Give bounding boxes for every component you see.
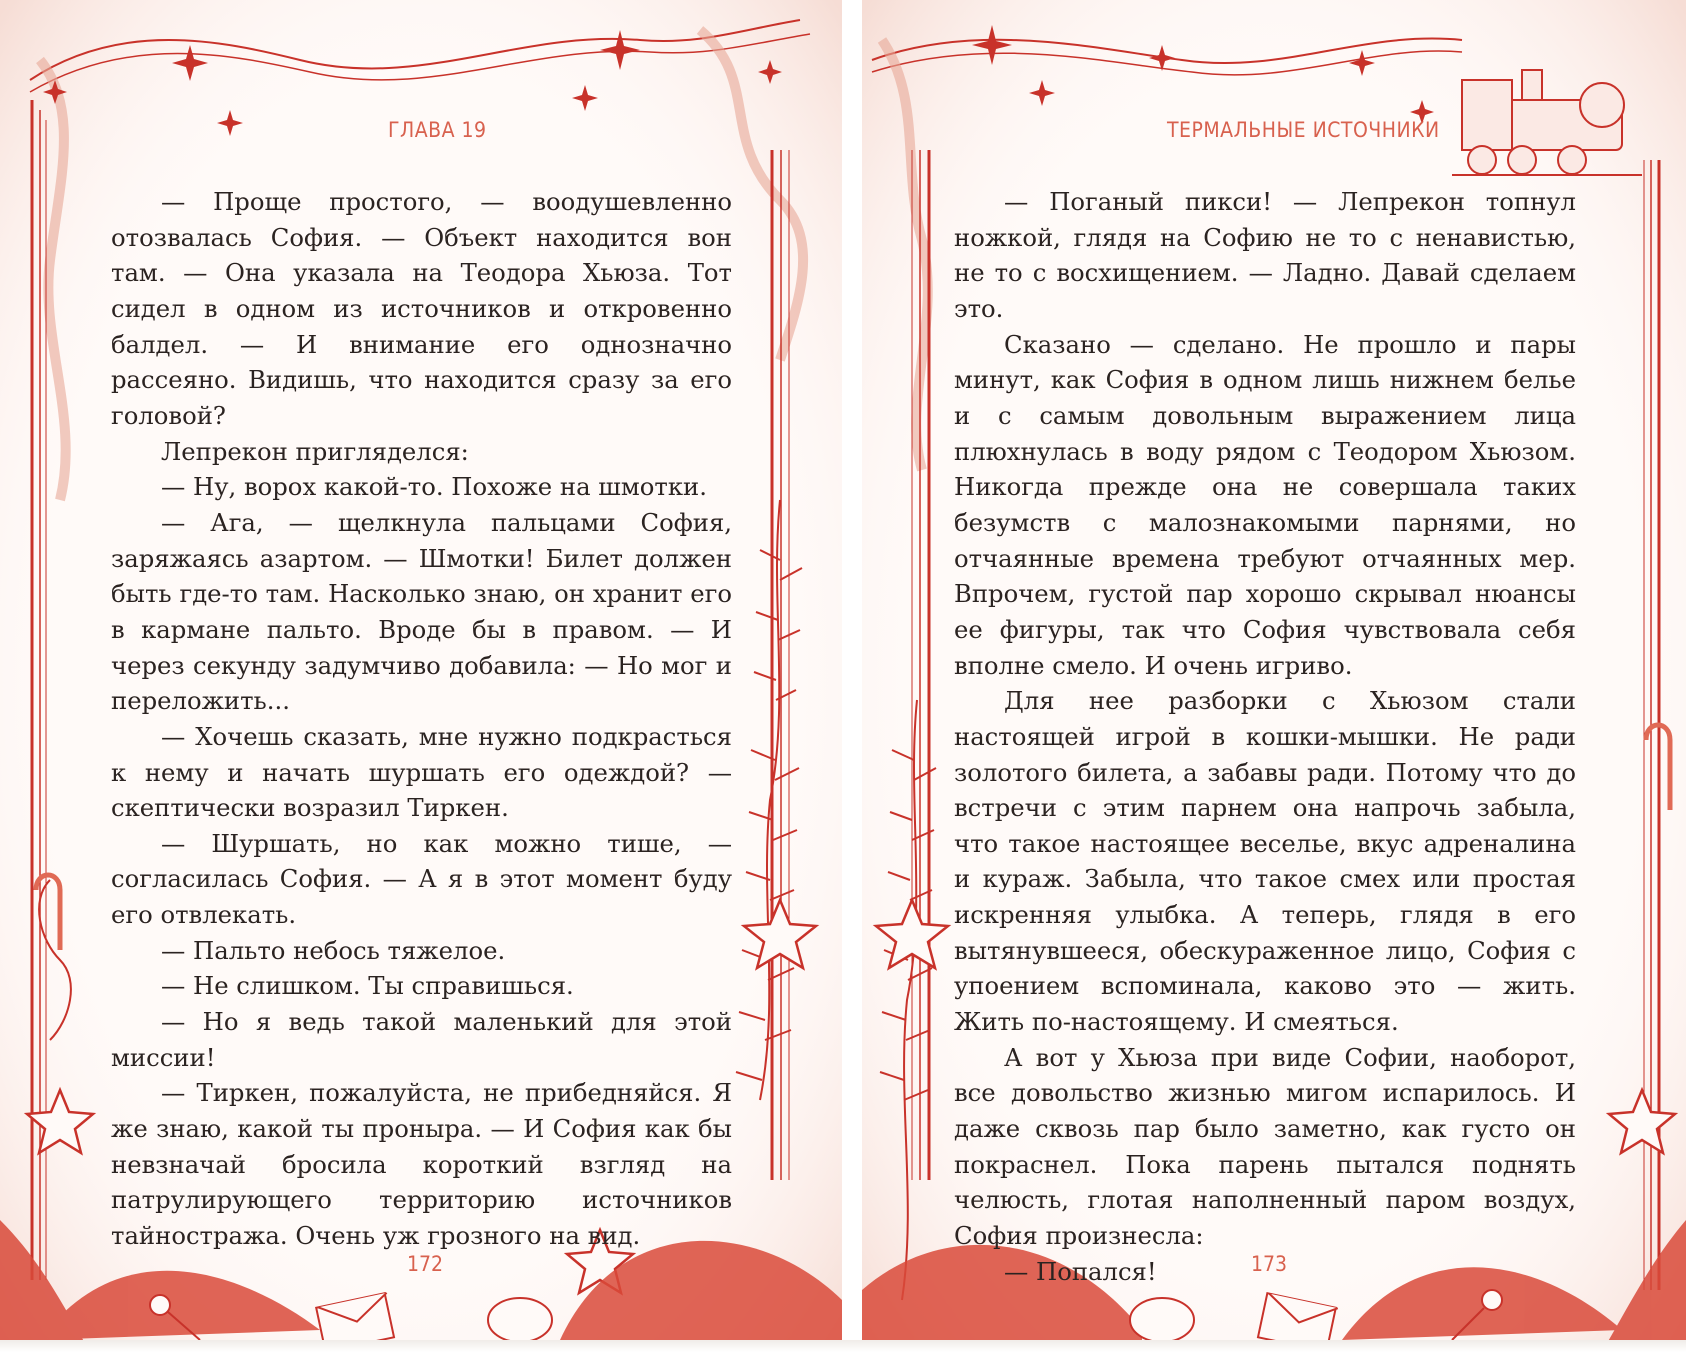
paragraph: — Тиркен, пожалуйста, не прибедняйся. Я же знаю, какой ты проныра. — И София как бы невзначай бросила короткий взгляд на патрулирующего территорию источников тайностража. Очень уж грозного на вид. (111, 1078, 732, 1251)
cocoa-cup-icon (1130, 1298, 1194, 1342)
body-text (111, 184, 732, 1254)
page-number: 172 (407, 1252, 444, 1276)
paragraph: — Но я ведь такой маленький для этой миссии! (111, 1007, 732, 1072)
cocoa-cup-icon (488, 1298, 552, 1342)
gutter (842, 0, 862, 1352)
paragraph: — Ну, ворох какой-то. Похоже на шмотки. (161, 472, 707, 502)
paragraph: А вот у Хьюза при виде Софии, наоборот, все довольство жизнью мигом испарилось. И даже сквозь пар было заметно, как густо он покраснел. Пока парень пытался поднять челюсть, глотая наполненный паром воздух, София произнесла: (954, 1042, 1576, 1251)
paragraph: Лепрекон пригляделся: (161, 436, 469, 466)
running-head: ГЛАВА 19 (388, 118, 487, 142)
paragraph: — Проще простого, — воодушевленно отозвалась София. — Объект находится вон там. — Она указала на Теодора Хьюза. Тот сидел в одном из источников и откровенно балдел. — И внимание его однозначно рассеяно. Видишь, что находится сразу за его головой? (111, 187, 732, 430)
body-text (954, 184, 1576, 1289)
paragraph: — Хочешь сказать, мне нужно подкрасться к нему и начать шуршать его одеждой? — скептически возразил Тиркен. (111, 721, 732, 823)
paragraph: — Не слишком. Ты справишься. (161, 971, 574, 1001)
page-bottom-edge (0, 1340, 1686, 1352)
key-icon (150, 1295, 170, 1315)
paragraph: — Шуршать, но как можно тише, — согласилась София. — А я в этот момент буду его отвлекать. (111, 828, 732, 930)
paragraph: — Ага, — щелкнула пальцами София, заряжаясь азартом. — Шмотки! Билет должен быть где-то там. Насколько знаю, он хранит его в кармане пальто. Вроде бы в правом. — И через секунду задумчиво добавила: — Но мог и переложить... (111, 507, 732, 716)
page-number: 173 (1251, 1252, 1288, 1276)
paragraph: — Попался! (1004, 1256, 1157, 1286)
left-page (0, 0, 842, 1352)
paragraph: — Поганый пикси! — Лепрекон топнул ножкой, глядя на Софию не то с ненавистью, не то с восхищением. — Ладно. Давай сделаем это. (954, 187, 1576, 323)
key-icon (1482, 1290, 1502, 1310)
paragraph: Для нее разборки с Хьюзом стали настоящей игрой в кошки-мышки. Не ради золотого билета, а забавы ради. Потому что до встречи с этим парнем она напрочь забыла, что такое настоящее веселье, вкус адреналина и кураж. Забыла, что такое смех или простая искренняя улыбка. А теперь, глядя в его вытянувшееся, обескураженное лицо, София с упоением вспоминала, каково это — жить. Жить по-настоящему. И смеяться. (954, 686, 1576, 1037)
paragraph: — Пальто небось тяжелое. (161, 935, 506, 965)
running-head: ТЕРМАЛЬНЫЕ ИСТОЧНИКИ (1167, 118, 1440, 142)
paragraph: Сказано — сделано. Не прошло и пары минут, как София в одном лишь нижнем белье и с самым довольным выражением лица плюхнулась в воду рядом с Теодором Хьюзом. Никогда прежде она не совершала таких безумств с малознакомыми парнями, но отчаянные времена требуют отчаянных мер. Впрочем, густой пар хорошо скрывал нюансы ее фигуры, так что София чувствовала себя вполне смело. И очень игриво. (954, 329, 1576, 680)
right-page (862, 0, 1686, 1352)
